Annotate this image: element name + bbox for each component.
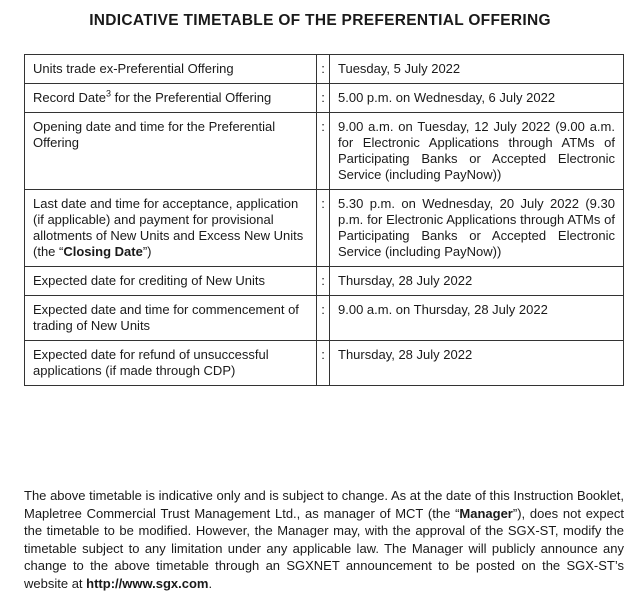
separator-cell: : (317, 113, 330, 190)
event-cell (25, 190, 317, 267)
separator-cell: : (317, 190, 330, 267)
event-cell: Expected date for crediting of New Units (25, 267, 317, 296)
page-title: INDICATIVE TIMETABLE OF THE PREFERENTIAL OFFERING (89, 12, 551, 29)
table-row (25, 113, 624, 190)
event-text: Record Date (33, 90, 106, 105)
table-row (25, 55, 624, 84)
disclaimer-text: ”), does not expect the timetable to be modified. However, the Manager may, with the approval of the SGX-ST, modify the timetable subject to any limitation under any applicable law. The Manager will publicly announce any change to the above timetable through an SGXNET announcement to be posted on the SGX-ST’s website at (24, 505, 625, 591)
event-cell (25, 84, 317, 113)
date-cell: Thursday, 28 July 2022 (330, 267, 624, 296)
date-cell: 9.00 a.m. on Thursday, 28 July 2022 (330, 296, 624, 341)
date-cell: 5.30 p.m. on Wednesday, 20 July 2022 (9.30 p.m. for Electronic Applications through ATMs of Participating Banks or Accepted Electronic Service (including PayNow)) (330, 190, 624, 267)
manager-term: Manager (459, 505, 513, 521)
date-cell: Thursday, 28 July 2022 (330, 341, 624, 386)
table-row (25, 190, 624, 267)
date-cell: Tuesday, 5 July 2022 (330, 55, 624, 84)
separator-cell: : (317, 341, 330, 386)
date-cell: 5.00 p.m. on Wednesday, 6 July 2022 (330, 84, 624, 113)
table-row (25, 341, 624, 386)
footnote-marker: 3 (105, 88, 111, 99)
event-cell: Expected date and time for commencement of trading of New Units (25, 296, 317, 341)
table-row (25, 296, 624, 341)
sgx-website-link[interactable]: http://www.sgx.com (86, 575, 209, 591)
disclaimer-text: . (208, 575, 213, 591)
event-cell: Units trade ex-Preferential Offering (25, 55, 317, 84)
event-text: ”) (142, 244, 152, 259)
event-cell: Opening date and time for the Preferential Offering (25, 113, 317, 190)
separator-cell: : (317, 267, 330, 296)
event-cell: Expected date for refund of unsuccessful applications (if made through CDP) (25, 341, 317, 386)
separator-cell: : (317, 55, 330, 84)
disclaimer-paragraph (24, 487, 624, 592)
date-cell: 9.00 a.m. on Tuesday, 12 July 2022 (9.00 a.m. for Electronic Applications through ATMs of Participating Banks or Accepted Electronic Service (including PayNow)) (330, 113, 624, 190)
separator-cell: : (317, 296, 330, 341)
table-row (25, 267, 624, 296)
timetable (24, 54, 624, 386)
event-text: Last date and time for acceptance, application (if applicable) and payment for provisional allotments of New Units and Excess New Units (the “ (33, 196, 304, 259)
event-text: for the Preferential Offering (111, 90, 272, 105)
table-row (25, 84, 624, 113)
closing-date-term: Closing Date (63, 244, 143, 259)
separator-cell: : (317, 84, 330, 113)
disclaimer-text: The above timetable is indicative only and is subject to change. As at the date of this Instruction Booklet, Mapletree Commercial Trust Management Ltd., as manager of MCT (the “ (24, 488, 624, 521)
